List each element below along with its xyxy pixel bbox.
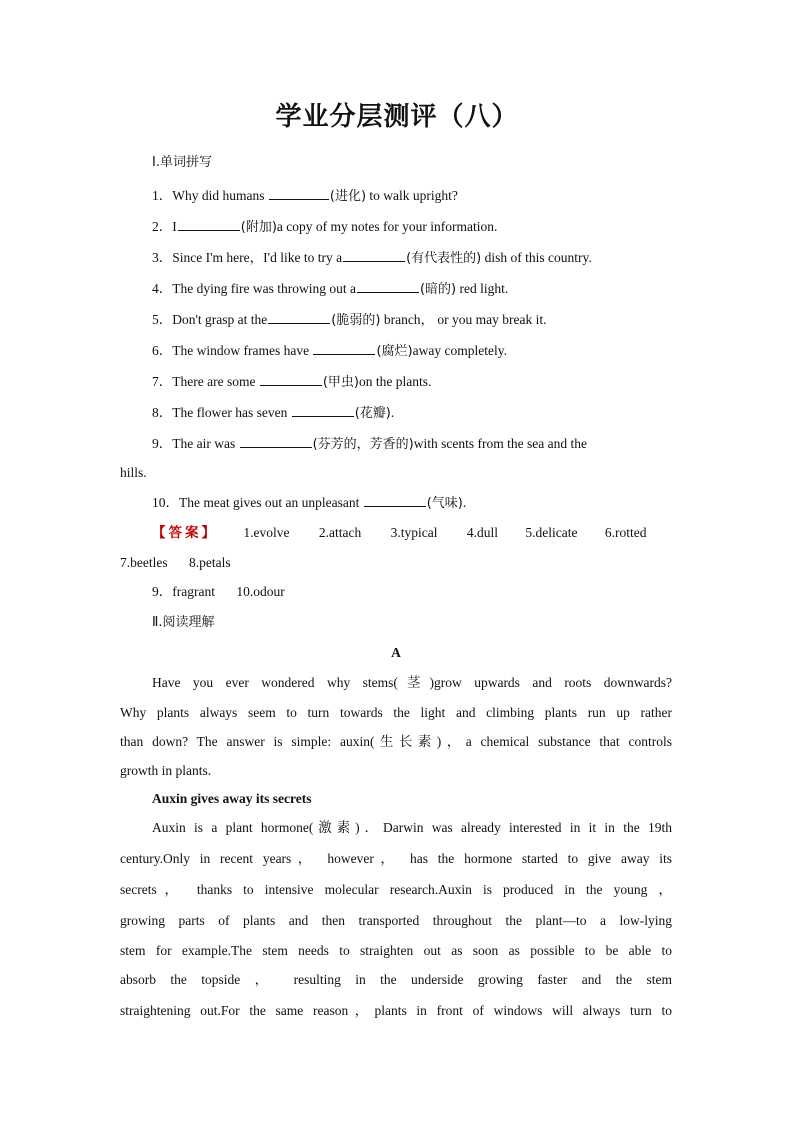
spelling-item bbox=[152, 371, 672, 393]
item-text: There are some bbox=[172, 374, 259, 389]
item-hint: (腐烂) bbox=[376, 344, 413, 359]
answer-row bbox=[120, 553, 672, 573]
spelling-item bbox=[152, 309, 672, 331]
answer-label: 【答案】 bbox=[152, 525, 218, 541]
answer-blank bbox=[364, 492, 426, 507]
item-text-end: branch， or you may break it. bbox=[380, 312, 547, 327]
answer-value: 1.evolve bbox=[243, 525, 290, 540]
passage-line: Why plants always seem to turn towards the light and climbing plants run up rather bbox=[120, 705, 672, 720]
answer-value: 7.beetles bbox=[120, 555, 168, 570]
page-title: 学业分层测评（八） bbox=[275, 102, 519, 132]
item-text-end: to walk upright? bbox=[366, 188, 458, 203]
item-text: I bbox=[172, 219, 177, 234]
item-number: 3． bbox=[152, 250, 173, 265]
answer-blank bbox=[240, 433, 312, 448]
answer-value: 2.attach bbox=[318, 525, 362, 540]
item-text-end: away completely. bbox=[412, 343, 507, 358]
item-hint: (甲虫) bbox=[322, 375, 359, 390]
spelling-item bbox=[152, 433, 672, 455]
passage-line: absorb the topside ， resulting in the underside growing faster and the stem bbox=[120, 972, 672, 987]
answer-value: 9．fragrant bbox=[152, 584, 215, 599]
item-number: 4． bbox=[152, 281, 173, 296]
item-text: The dying fire was throwing out a bbox=[172, 281, 356, 296]
section-heading-spelling: Ⅰ.单词拼写 bbox=[152, 155, 212, 170]
item-hint: (脆弱的) bbox=[331, 313, 381, 328]
item-text-end: on the plants. bbox=[358, 374, 432, 389]
item-text-end: . bbox=[390, 405, 395, 420]
spelling-item bbox=[152, 216, 672, 238]
item-text-end: dish of this country. bbox=[481, 250, 592, 265]
spelling-item bbox=[152, 278, 672, 300]
passage-line: secrets， thanks to intensive molecular research.Auxin is produced in the young ， bbox=[120, 882, 672, 897]
answer-value: 3.typical bbox=[390, 525, 438, 540]
item-text: Since I'm here，I'd like to try a bbox=[172, 250, 343, 265]
item-text-end: with scents from the sea and the bbox=[413, 436, 587, 451]
item-hint: (芬芳的，芳香的) bbox=[312, 437, 414, 452]
item-text: The window frames have bbox=[172, 343, 313, 358]
passage-letter: A bbox=[391, 645, 401, 660]
item-number: 1． bbox=[152, 188, 173, 203]
item-number: 5． bbox=[152, 312, 173, 327]
item-hint: (有代表性的) bbox=[406, 251, 482, 266]
item-number: 9． bbox=[152, 436, 173, 451]
answer-value: 4.dull bbox=[466, 525, 498, 540]
passage-line: stem for example.The stem needs to straighten out as soon as possible to be able to bbox=[120, 943, 672, 958]
item-text: Why did humans bbox=[172, 188, 268, 203]
item-text: The meat gives out an unpleasant bbox=[179, 495, 363, 510]
passage-line: Auxin is a plant hormone(激素)．Darwin was already interested in it in the 19th bbox=[152, 820, 672, 835]
answer-row bbox=[152, 582, 672, 602]
answer-row bbox=[152, 523, 672, 543]
item-hint: (气味) bbox=[426, 496, 463, 511]
item-text-end: a copy of my notes for your information. bbox=[276, 219, 498, 234]
section-heading-reading: Ⅱ.阅读理解 bbox=[152, 615, 215, 630]
answer-value: 8.petals bbox=[188, 555, 231, 570]
answer-blank bbox=[343, 247, 405, 262]
answer-blank bbox=[292, 402, 354, 417]
spelling-item bbox=[152, 492, 672, 514]
spelling-item bbox=[152, 247, 672, 269]
spelling-item-continuation: hills. bbox=[120, 465, 147, 480]
item-number: 7． bbox=[152, 374, 173, 389]
passage-line: straightening out.For the same reason，plants in front of windows will always turn to bbox=[120, 1003, 672, 1018]
passage-subheading: Auxin gives away its secrets bbox=[152, 791, 312, 806]
passage-line: growing parts of plants and then transported throughout the plant—to a low-lying bbox=[120, 913, 672, 928]
answer-value: 6.rotted bbox=[604, 525, 647, 540]
item-hint: (暗的) bbox=[419, 282, 457, 297]
item-hint: (花瓣) bbox=[354, 406, 391, 421]
item-text: Don't grasp at the bbox=[172, 312, 268, 327]
passage-line: than down? The answer is simple: auxin(生长素)，a chemical substance that controls bbox=[120, 734, 672, 749]
answer-value: 10.odour bbox=[236, 584, 285, 599]
answer-value: 5.delicate bbox=[525, 525, 578, 540]
item-number: 8． bbox=[152, 405, 173, 420]
answer-blank bbox=[178, 216, 240, 231]
spelling-item bbox=[152, 185, 672, 207]
spelling-item bbox=[152, 402, 672, 424]
item-number: 2． bbox=[152, 219, 173, 234]
answer-blank bbox=[269, 185, 329, 200]
item-text: The flower has seven bbox=[172, 405, 291, 420]
item-hint: (进化) bbox=[329, 189, 367, 204]
passage-line: Have you ever wondered why stems(茎)grow upwards and roots downwards? bbox=[152, 675, 672, 690]
spelling-item bbox=[152, 340, 672, 362]
item-text-end: . bbox=[462, 495, 467, 510]
answer-blank bbox=[357, 278, 419, 293]
answer-blank bbox=[260, 371, 322, 386]
item-text: The air was bbox=[172, 436, 239, 451]
item-number: 10． bbox=[152, 495, 179, 510]
item-text-end: red light. bbox=[456, 281, 509, 296]
answer-blank bbox=[313, 340, 375, 355]
item-hint: (附加) bbox=[240, 220, 277, 235]
passage-line: growth in plants. bbox=[120, 763, 212, 778]
answer-blank bbox=[268, 309, 330, 324]
item-number: 6． bbox=[152, 343, 173, 358]
passage-line: century.Only in recent years， however， has the hormone started to give away its bbox=[120, 851, 672, 866]
